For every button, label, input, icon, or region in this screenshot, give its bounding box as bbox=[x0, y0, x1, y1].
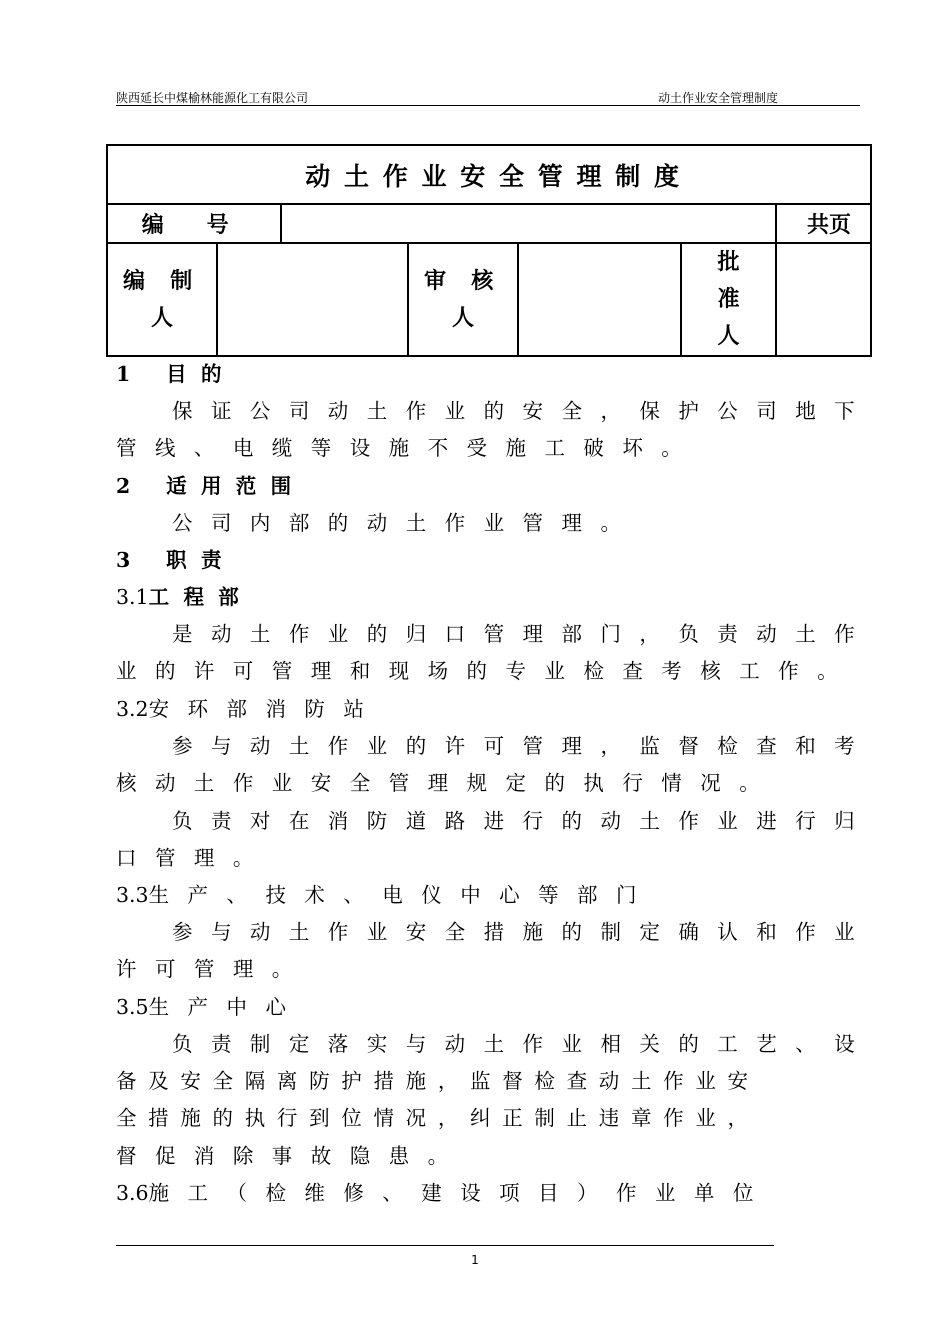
section-2-paragraph: 公司内部的动土作业管理。 bbox=[172, 511, 640, 535]
section-3-5-line2: 备及安全隔离防护措施，监督检查动土作业安 bbox=[116, 1069, 760, 1093]
section-1-paragraph-line2: 管线、电缆等设施不受施工破坏。 bbox=[116, 436, 701, 460]
prepared-label-line1: 编 制 bbox=[122, 267, 202, 294]
approved-label-line1: 批 bbox=[717, 249, 740, 275]
section-3-1-number: 3.1 bbox=[116, 585, 149, 609]
section-3-1-line1: 是动土作业的归口管理部门，负责动土作 bbox=[172, 622, 874, 646]
section-3-5-line3: 全措施的执行到位情况，纠正制止违章作业， bbox=[116, 1106, 760, 1130]
prepared-label bbox=[107, 243, 217, 356]
section-3-2-heading bbox=[116, 691, 382, 728]
header-rule bbox=[116, 105, 860, 106]
section-3-6-number: 3.6 bbox=[116, 1181, 149, 1205]
section-3-2-title: 安环部消防站 bbox=[148, 697, 383, 721]
header-company: 陕西延长中煤榆林能源化工有限公司 bbox=[116, 91, 309, 105]
reviewed-label bbox=[408, 243, 518, 356]
approved-label bbox=[681, 243, 776, 356]
header-doc-title: 动土作业安全管理制度 bbox=[658, 91, 779, 105]
approved-value bbox=[776, 243, 871, 356]
section-3-2-p1-line2: 核动土作业安全管理规定的执行情况。 bbox=[116, 771, 779, 795]
section-1-heading: 1 目的 bbox=[116, 362, 236, 386]
page-count-cell bbox=[776, 204, 871, 243]
section-3-3-number: 3.3 bbox=[116, 883, 149, 907]
section-3-6-title: 施工（检维修、建设项目）作业单位 bbox=[148, 1181, 772, 1205]
section-3-1-heading bbox=[116, 579, 253, 616]
section-3-3-line1: 参与动土作业安全措施的制定确认和作业 bbox=[172, 920, 874, 944]
section-3-2-p2-line1: 负责对在消防道路进行的动土作业进行归 bbox=[172, 809, 874, 833]
prepared-label-line2: 人 bbox=[150, 304, 173, 331]
total-label: 共 bbox=[807, 212, 830, 238]
page-label: 页 bbox=[829, 212, 852, 238]
section-3-5-line4: 督促消除事故隐患。 bbox=[116, 1144, 467, 1168]
number-value bbox=[281, 204, 776, 243]
section-3-6-heading bbox=[116, 1175, 772, 1212]
prepared-value bbox=[217, 243, 408, 356]
section-3-3-title: 生产、技术、电仪中心等部门 bbox=[148, 883, 655, 907]
reviewed-label-line2: 人 bbox=[451, 304, 474, 331]
approved-label-line3: 人 bbox=[717, 323, 740, 349]
section-1-paragraph-line1: 保证公司动土作业的安全，保护公司地下 bbox=[172, 399, 874, 423]
section-3-3-line2: 许可管理。 bbox=[116, 957, 311, 981]
number-label: 编 号 bbox=[107, 204, 281, 243]
approved-label-line2: 准 bbox=[717, 286, 740, 312]
section-3-heading: 3 职责 bbox=[116, 548, 236, 572]
section-3-1-line2: 业的许可管理和现场的专业检查考核工作。 bbox=[116, 659, 857, 683]
section-3-5-title: 生产中心 bbox=[148, 995, 305, 1019]
cover-table bbox=[106, 144, 872, 357]
cover-title: 动土作业安全管理制度 bbox=[107, 145, 871, 204]
section-3-2-p1-line1: 参与动土作业的许可管理，监督检查和考 bbox=[172, 734, 874, 758]
section-3-5-number: 3.5 bbox=[116, 995, 149, 1019]
section-3-1-title: 工程部 bbox=[148, 585, 254, 609]
reviewed-value bbox=[518, 243, 681, 356]
reviewed-label-line1: 审 核 bbox=[423, 267, 503, 294]
section-3-5-line1: 负责制定落实与动土作业相关的工艺、设 bbox=[172, 1032, 874, 1056]
section-3-3-heading bbox=[116, 877, 655, 914]
section-3-2-number: 3.2 bbox=[116, 697, 149, 721]
footer-rule bbox=[116, 1245, 774, 1246]
section-2-heading: 2 适用范围 bbox=[116, 474, 306, 498]
page-number: 1 bbox=[471, 1253, 479, 1267]
section-3-2-p2-line2: 口管理。 bbox=[116, 846, 272, 870]
section-3-5-heading bbox=[116, 989, 304, 1026]
